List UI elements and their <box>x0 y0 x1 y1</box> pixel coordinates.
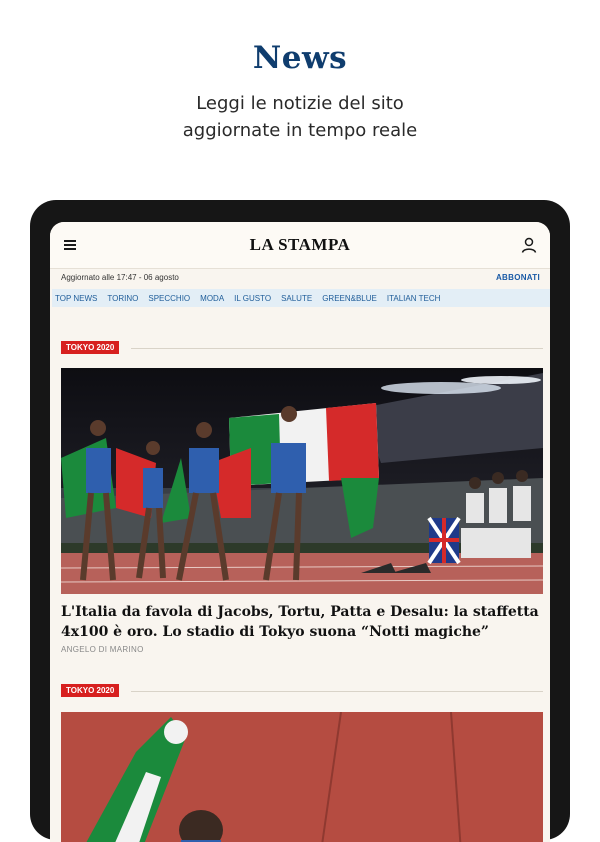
nav-item-italian-tech[interactable]: ITALIAN TECH <box>386 293 441 303</box>
article-headline[interactable]: L'Italia da favola di Jacobs, Tortu, Patta e Desalu: la staffetta 4x100 è oro. Lo stadio di Tokyo suona “Notti magiche” <box>61 604 539 640</box>
tag-divider <box>131 691 543 692</box>
section-nav <box>52 289 550 307</box>
tablet-frame <box>30 200 570 840</box>
nav-item-il-gusto[interactable]: IL GUSTO <box>234 293 272 303</box>
nav-item-moda[interactable]: MODA <box>200 293 225 303</box>
article-2-photo[interactable] <box>61 712 543 842</box>
tag-divider <box>131 348 543 349</box>
article-1-tag-row <box>61 341 543 355</box>
promo-subtitle <box>0 90 600 144</box>
app-header <box>50 222 550 269</box>
nav-item-top-news[interactable]: TOP NEWS <box>55 293 98 303</box>
app-screen <box>50 222 550 842</box>
category-tag[interactable]: TOKYO 2020 <box>61 341 119 354</box>
subscribe-link[interactable]: ABBONATI <box>495 273 540 282</box>
category-tag[interactable]: TOKYO 2020 <box>61 684 119 697</box>
nav-item-green-blue[interactable]: GREEN&BLUE <box>322 293 377 303</box>
promo-title: News <box>252 40 348 76</box>
article-2-tag-row <box>61 684 543 698</box>
user-icon[interactable] <box>520 236 538 254</box>
article-hero-photo[interactable] <box>61 368 543 594</box>
promo-subtitle-line-1: Leggi le notizie del sito <box>196 93 404 114</box>
last-updated-text: Aggiornato alle 17:47 - 06 agosto <box>61 273 179 282</box>
nav-item-specchio[interactable]: SPECCHIO <box>148 293 191 303</box>
nav-item-torino[interactable]: TORINO <box>107 293 139 303</box>
meta-row <box>50 269 550 287</box>
nav-item-salute[interactable]: SALUTE <box>281 293 313 303</box>
article-author: ANGELO DI MARINO <box>61 645 144 654</box>
app-logo: LA STAMPA <box>249 235 351 254</box>
promo-subtitle-line-2: aggiornate in tempo reale <box>182 120 418 141</box>
